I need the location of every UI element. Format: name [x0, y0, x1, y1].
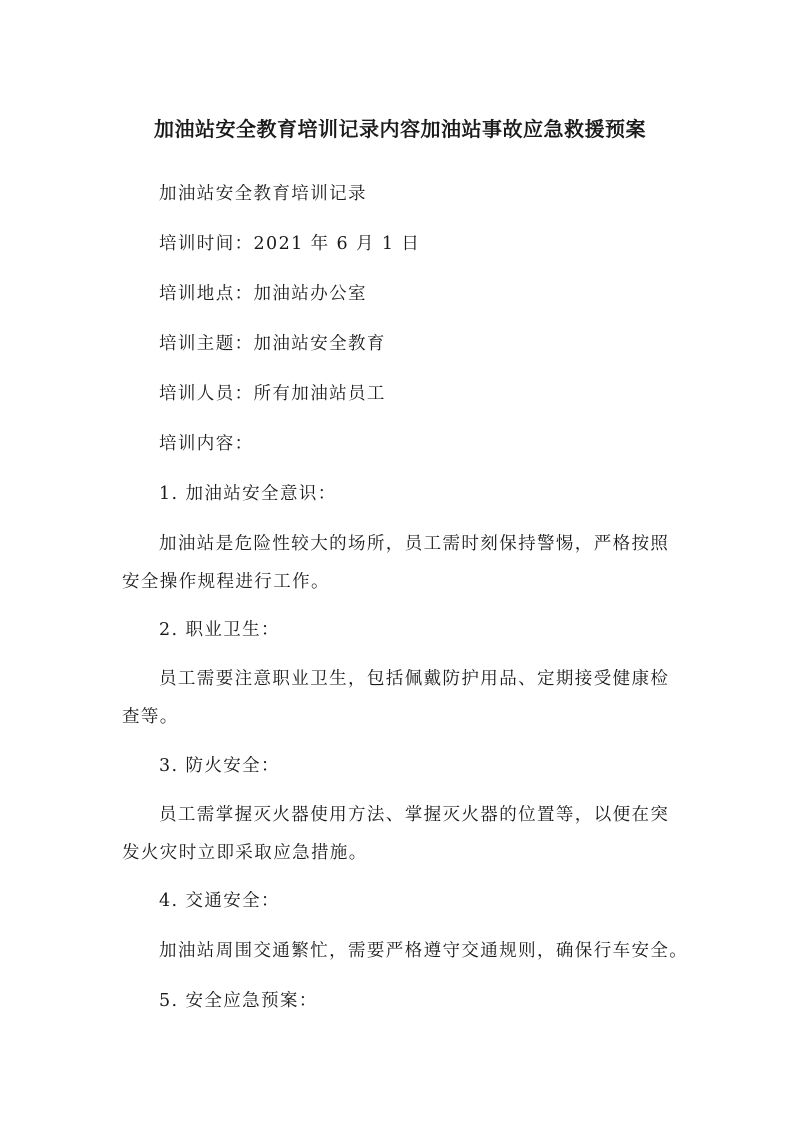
section-body: 加油站是危险性较大的场所，员工需时刻保持警惕，严格按照安全操作规程进行工作。	[122, 534, 670, 592]
section-body: 员工需要注意职业卫生，包括佩戴防护用品、定期接受健康检查等。	[122, 669, 670, 727]
training-content-label: 培训内容：	[159, 434, 254, 454]
section-heading: 2. 职业卫生：	[159, 620, 280, 640]
training-time: 培训时间：2021 年 6 月 1 日	[159, 234, 421, 254]
training-people: 培训人员：所有加油站员工	[159, 384, 386, 404]
section-body: 员工需掌握灭火器使用方法、掌握灭火器的位置等，以便在突发火灾时立即采取应急措施。	[122, 805, 670, 863]
document-title: 加油站安全教育培训记录内容加油站事故应急救援预案	[154, 117, 646, 141]
section-heading: 4. 交通安全：	[159, 891, 280, 911]
section-body: 加油站周围交通繁忙，需要严格遵守交通规则，确保行车安全。	[159, 941, 689, 961]
record-heading: 加油站安全教育培训记录	[159, 184, 367, 204]
training-topic: 培训主题：加油站安全教育	[159, 334, 386, 354]
section-heading: 3. 防火安全：	[159, 756, 280, 776]
section-heading: 5. 安全应急预案：	[159, 991, 318, 1011]
training-place: 培训地点：加油站办公室	[159, 284, 367, 304]
section-heading: 1. 加油站安全意识：	[159, 484, 337, 504]
